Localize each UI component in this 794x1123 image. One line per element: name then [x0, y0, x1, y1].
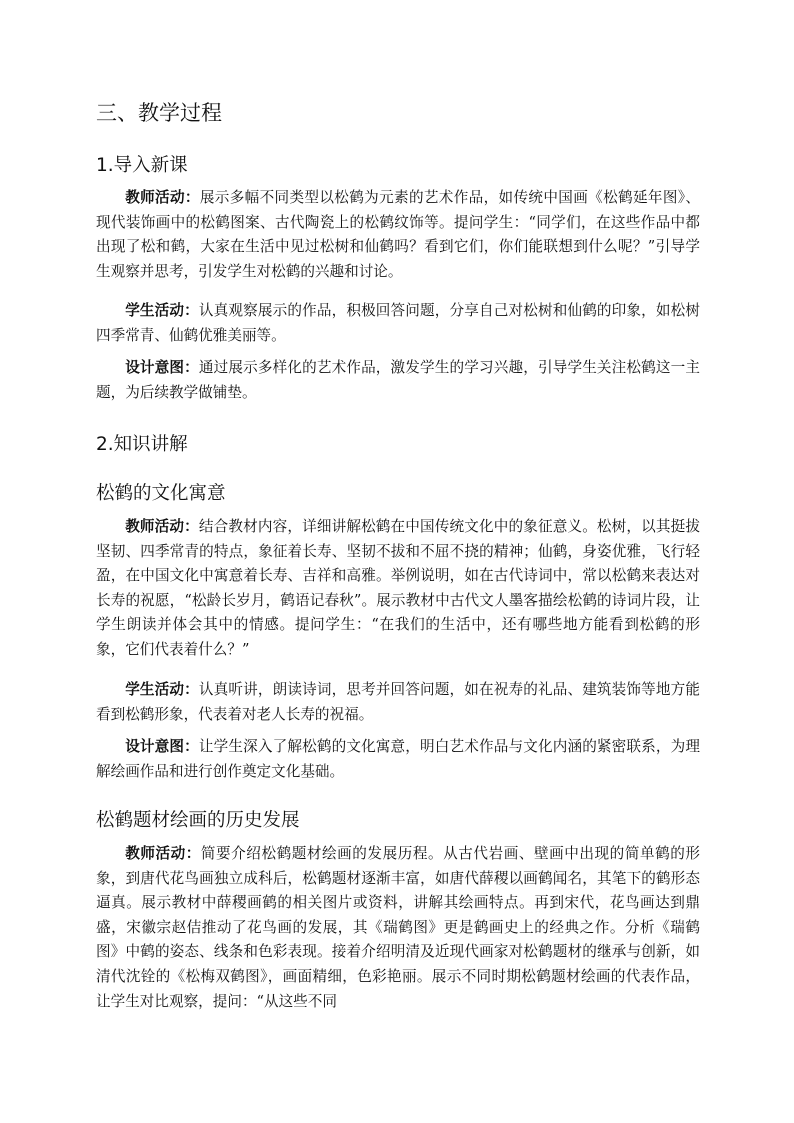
- paragraph-intro-design: [96, 356, 700, 405]
- paragraph-culture-teacher: [96, 515, 700, 663]
- label-teacher-activity: 教师活动：: [125, 189, 200, 206]
- label-teacher-activity: 教师活动：: [125, 518, 199, 535]
- main-heading: 三、教学过程: [96, 101, 222, 125]
- paragraph-text: 让学生深入了解松鹤的文化寓意，明白艺术作品与文化内涵的紧密联系，为理解绘画作品和进行创作奠定文化基础。: [96, 738, 700, 780]
- paragraph-text: 展示多幅不同类型以松鹤为元素的艺术作品，如传统中国画《松鹤延年图》、现代装饰画中的松鹤图案、古代陶瓷上的松鹤纹饰等。提问学生：“同学们，在这些作品中都出现了松和鹤，大家在生活中见过松树和仙鹤吗？看到它们，你们能联想到什么呢？”引导学生观察并思考，引发学生对松鹤的兴趣和讨论。: [96, 189, 700, 280]
- paragraph-history-teacher: [96, 842, 700, 1014]
- paragraph-culture-student: [96, 678, 700, 727]
- paragraph-intro-teacher: [96, 186, 700, 284]
- paragraph-text: 通过展示多样化的艺术作品，激发学生的学习兴趣，引导学生关注松鹤这一主题，为后续教学做铺垫。: [96, 359, 700, 401]
- paragraph-text: 简要介绍松鹤题材绘画的发展历程。从古代岩画、壁画中出现的简单鹤的形象，到唐代花鸟画独立成科后，松鹤题材逐渐丰富，如唐代薛稷以画鹤闻名，其笔下的鹤形态逼真。展示教材中薛稷画鹤的相关图片或资料，讲解其绘画特点。再到宋代，花鸟画达到鼎盛，宋徽宗赵佶推动了花鸟画的发展，其《瑞鹤图》更是鹤画史上的经典之作。分析《瑞鹤图》中鹤的姿态、线条和色彩表现。接着介绍明清及近现代画家对松鹤题材的继承与创新，如清代沈铨的《松梅双鹤图》，画面精细，色彩艳丽。展示不同时期松鹤题材绘画的代表作品，让学生对比观察，提问：“从这些不同: [96, 845, 700, 1010]
- section-title-knowledge: 2.知识讲解: [96, 434, 188, 455]
- section-title-cultural-meaning: 松鹤的文化寓意: [96, 483, 226, 504]
- label-student-activity: 学生活动：: [125, 681, 199, 698]
- paragraph-text: 结合教材内容，详细讲解松鹤在中国传统文化中的象征意义。松树，以其挺拔坚韧、四季常青的特点，象征着长寿、坚韧不拔和不屈不挠的精神；仙鹤，身姿优雅，飞行轻盈，在中国文化中寓意着长寿、吉祥和高雅。举例说明，如在古代诗词中，常以松鹤来表达对长寿的祝愿，“松龄长岁月，鹤语记春秋”。展示教材中古代文人墨客描绘松鹤的诗词片段，让学生朗读并体会其中的情感。提问学生：“在我们的生活中，还有哪些地方能看到松鹤的形象，它们代表着什么？”: [96, 518, 700, 658]
- paragraph-text: 认真听讲，朗读诗词，思考并回答问题，如在祝寿的礼品、建筑装饰等地方能看到松鹤形象，代表着对老人长寿的祝福。: [96, 681, 700, 723]
- paragraph-intro-student: [96, 299, 700, 348]
- paragraph-text: 认真观察展示的作品，积极回答问题，分享自己对松树和仙鹤的印象，如松树四季常青、仙鹤优雅美丽等。: [96, 302, 700, 344]
- label-design-intent: 设计意图：: [125, 359, 199, 376]
- section-title-intro: 1.导入新课: [96, 155, 188, 176]
- label-student-activity: 学生活动：: [125, 302, 199, 319]
- paragraph-culture-design: [96, 735, 700, 784]
- label-teacher-activity: 教师活动：: [125, 845, 201, 862]
- label-design-intent: 设计意图：: [125, 738, 199, 755]
- section-title-history: 松鹤题材绘画的历史发展: [96, 810, 300, 831]
